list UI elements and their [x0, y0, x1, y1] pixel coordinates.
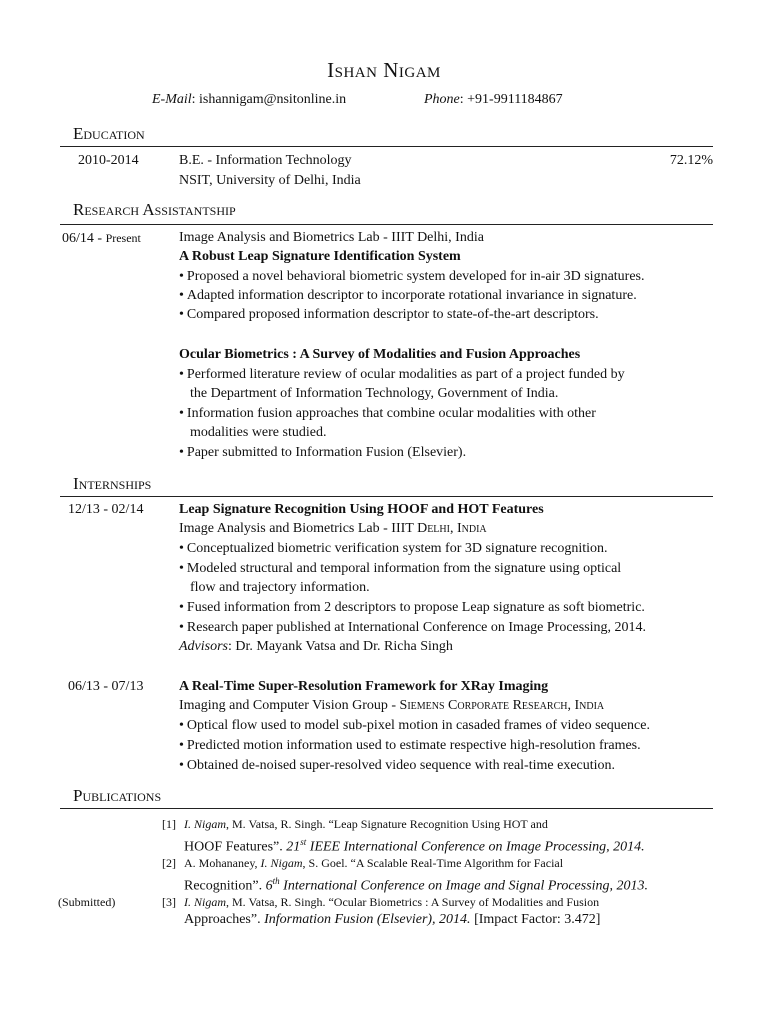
publication1-venue: HOOF Features”. 21st IEEE International Conference on Image Processing, 2014.: [184, 837, 645, 855]
publication3-venue: Approaches”. Information Fusion (Elsevier), 2014. [Impact Factor: 3.472]: [184, 912, 601, 927]
phone-info: Phone: +91-9911184867: [424, 92, 563, 107]
list-item: • Performed literature review of ocular modalities as part of a project funded by: [179, 366, 625, 384]
candidate-name: Ishan Nigam: [327, 58, 441, 82]
internship1-lab: Image Analysis and Biometrics Lab - IIIT Delhi, India: [179, 521, 487, 536]
list-item-continuation: the Department of Information Technology, Government of India.: [190, 386, 559, 401]
list-item: • Compared proposed information descriptor to state-of-the-art descriptors.: [179, 306, 599, 324]
section-rule: [60, 496, 713, 497]
education-institution: NSIT, University of Delhi, India: [179, 173, 361, 188]
list-item: • Fused information from 2 descriptors to propose Leap signature as soft biometric.: [179, 599, 645, 617]
section-title-internships: Internships: [73, 474, 152, 493]
section-rule: [60, 146, 713, 147]
internship1-advisors: Advisors: Dr. Mayank Vatsa and Dr. Richa Singh: [179, 639, 453, 654]
section-rule: [60, 808, 713, 809]
research-lab: Image Analysis and Biometrics Lab - IIIT Delhi, India: [179, 230, 484, 245]
publication2-authors: A. Mohananey, I. Nigam, S. Goel. “A Scalable Real-Time Algorithm for Facial: [184, 856, 564, 870]
research-project2-title: Ocular Biometrics : A Survey of Modalities and Fusion Approaches: [179, 347, 581, 362]
section-title-education: Education: [73, 124, 145, 143]
publication1-authors: I. Nigam, M. Vatsa, R. Singh. “Leap Signature Recognition Using HOT and: [184, 817, 548, 831]
publication-number: [2]: [162, 856, 176, 870]
section-title-research: Research Assistantship: [73, 200, 236, 219]
email-address: ishannigam@nsitonline.in: [199, 92, 347, 107]
list-item: • Research paper published at International Conference on Image Processing, 2014.: [179, 619, 646, 637]
list-item: • Conceptualized biometric verification system for 3D signature recognition.: [179, 540, 608, 558]
internship2-title: A Real-Time Super-Resolution Framework for XRay Imaging: [179, 679, 549, 694]
list-item-continuation: modalities were studied.: [190, 425, 327, 440]
list-item: • Proposed a novel behavioral biometric system developed for in-air 3D signatures.: [179, 268, 645, 286]
list-item-continuation: flow and trajectory information.: [190, 580, 370, 595]
email-info: E-Mail: ishannigam@nsitonline.in: [152, 92, 347, 107]
internship1-date: 12/13 - 02/14: [68, 502, 144, 517]
publication-number: [1]: [162, 817, 176, 831]
internship1-title: Leap Signature Recognition Using HOOF and HOT Features: [179, 502, 544, 517]
education-score: 72.12%: [669, 153, 713, 168]
list-item: • Modeled structural and temporal information from the signature using optical: [179, 560, 621, 578]
publication2-venue: Recognition”. 6th International Conference on Image and Signal Processing, 2013.: [184, 876, 649, 894]
section-title-publications: Publications: [73, 786, 162, 805]
education-degree: B.E. - Information Technology: [179, 153, 352, 168]
list-item: • Information fusion approaches that combine ocular modalities with other: [179, 405, 596, 423]
education-date: 2010-2014: [78, 153, 139, 168]
publication-number: [3]: [162, 895, 176, 909]
list-item: • Optical flow used to model sub-pixel motion in casaded frames of video sequence.: [179, 717, 650, 735]
list-item: • Predicted motion information used to estimate respective high-resolution frames.: [179, 737, 641, 755]
research-date: 06/14 - Present: [62, 231, 141, 246]
publication3-authors: I. Nigam, M. Vatsa, R. Singh. “Ocular Biometrics : A Survey of Modalities and Fusion: [184, 895, 600, 909]
list-item: • Obtained de-noised super-resolved video sequence with real-time execution.: [179, 757, 615, 775]
research-project1-title: A Robust Leap Signature Identification System: [179, 249, 461, 264]
internship2-date: 06/13 - 07/13: [68, 679, 144, 694]
internship2-lab: Imaging and Computer Vision Group - Siemens Corporate Research, India: [179, 698, 605, 713]
publication3-status: (Submitted): [58, 895, 116, 909]
section-rule: [60, 224, 713, 225]
phone-number: +91-9911184867: [467, 92, 563, 107]
list-item: • Adapted information descriptor to incorporate rotational invariance in signature.: [179, 287, 637, 305]
list-item: • Paper submitted to Information Fusion (Elsevier).: [179, 444, 466, 462]
